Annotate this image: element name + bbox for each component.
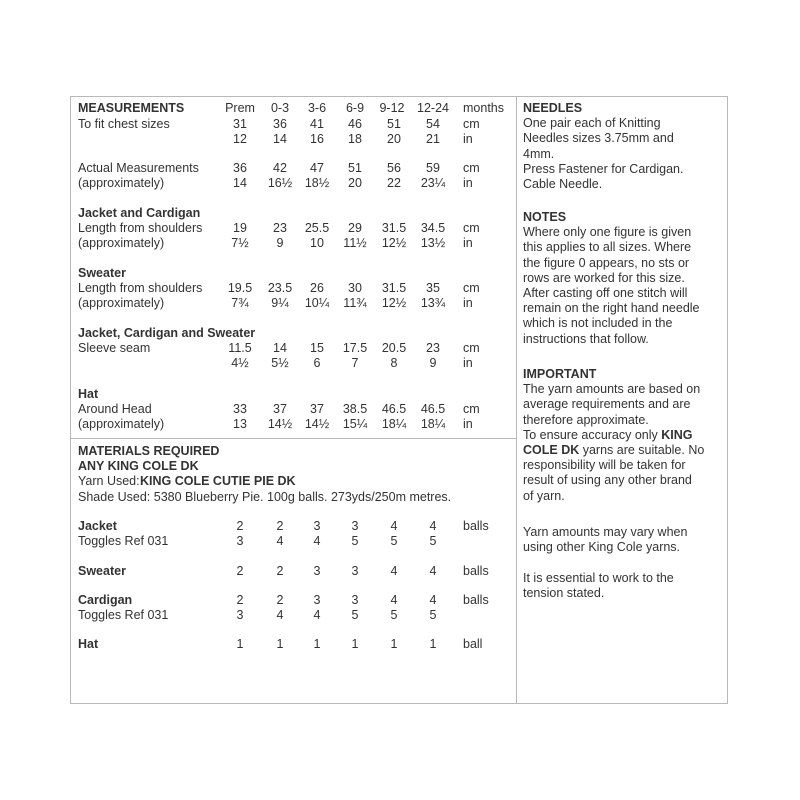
measure-cell: 9: [276, 236, 284, 250]
toggle-count-cell: 4: [276, 608, 284, 622]
quantity-cell: 2: [276, 593, 284, 607]
measure-cell: 19: [233, 221, 247, 235]
measure-cell: 37: [310, 402, 324, 416]
material-label: Jacket: [78, 519, 117, 533]
quantity-cell: 1: [429, 637, 437, 651]
ensure-post: yarns are suitable. No: [579, 443, 705, 458]
materials-title: MATERIALS REQUIRED: [78, 444, 220, 458]
measure-cell: 12½: [381, 236, 407, 250]
text-line: instructions that follow.: [523, 331, 649, 346]
measure-cell: 19.5: [227, 281, 253, 295]
measure-cell: 4½: [231, 356, 249, 370]
needles-lines: [523, 116, 721, 192]
yarn-name: KING COLE CUTIE PIE DK: [140, 474, 296, 488]
text-line: using other King Cole yarns.: [523, 540, 681, 555]
measure-cell: 12: [233, 132, 247, 146]
measure-cell: 46.5: [381, 402, 407, 416]
measure-cell: 20: [387, 132, 401, 146]
quantity-cell: 3: [351, 564, 359, 578]
quantity-cell: 4: [429, 593, 437, 607]
text-line: 4mm.: [523, 146, 555, 161]
unit-label: cm: [463, 221, 480, 235]
row-label: Length from shoulders: [78, 221, 203, 235]
toggle-count-cell: 5: [390, 608, 398, 622]
size-header: Prem: [225, 101, 255, 115]
size-header: 6-9: [345, 101, 365, 115]
toggles-label: Toggles Ref 031: [78, 534, 169, 548]
measure-cell: 33: [233, 402, 247, 416]
measure-cell: 51: [348, 161, 362, 175]
section-heading: Sweater: [78, 266, 126, 280]
text-line: Press Fastener for Cardigan.: [523, 161, 684, 176]
unit-label: cm: [463, 402, 480, 416]
responsibility-lines: [523, 458, 721, 504]
notes-title: NOTES: [523, 210, 567, 224]
yarn-vary-block: [523, 525, 721, 555]
text-line: the figure 0 appears, no sts or: [523, 255, 690, 270]
text-line: Where only one figure is given: [523, 225, 692, 240]
unit-label: in: [463, 296, 473, 310]
measure-cell: 34.5: [420, 221, 446, 235]
quantity-cell: 1: [390, 637, 398, 651]
quantity-cell: 3: [313, 564, 321, 578]
measure-cell: 56: [387, 161, 401, 175]
text-line: Cable Needle.: [523, 177, 603, 192]
text-line: which is not included in the: [523, 316, 673, 331]
measure-cell: 42: [273, 161, 287, 175]
measurements-title: MEASUREMENTS: [78, 101, 185, 115]
quantity-cell: 1: [236, 637, 244, 651]
text-line: rows are worked for this size.: [523, 270, 685, 285]
measure-cell: 11¾: [343, 296, 367, 310]
toggle-count-cell: 5: [351, 608, 359, 622]
text-line: Needles sizes 3.75mm and: [523, 131, 674, 146]
quantity-cell: 3: [351, 519, 359, 533]
quantity-cell: 1: [351, 637, 359, 651]
measure-cell: 9¼: [271, 296, 289, 310]
unit-label: cm: [463, 161, 480, 175]
row-label: (approximately): [78, 417, 165, 431]
measure-cell: 17.5: [342, 341, 368, 355]
measure-cell: 36: [233, 161, 247, 175]
measure-cell: 18¼: [420, 417, 446, 431]
row-label: Actual Measurements: [78, 161, 199, 175]
quantity-cell: 2: [236, 564, 244, 578]
unit-label: in: [463, 417, 473, 431]
quantity-cell: 2: [276, 564, 284, 578]
unit-label: in: [463, 176, 473, 190]
column-divider: [516, 96, 517, 704]
toggle-count-cell: 4: [313, 608, 321, 622]
text-line: After casting off one stitch will: [523, 286, 688, 301]
measure-cell: 14: [233, 176, 247, 190]
measure-cell: 23: [273, 221, 287, 235]
measure-cell: 18: [348, 132, 362, 146]
text-line: tension stated.: [523, 586, 605, 601]
material-label: Hat: [78, 637, 99, 651]
measure-cell: 35: [426, 281, 440, 295]
measure-cell: 31.5: [381, 281, 407, 295]
row-label: (approximately): [78, 176, 165, 190]
size-header: 0-3: [270, 101, 290, 115]
ensure-pre: To ensure accuracy only: [523, 427, 662, 442]
quantity-cell: 4: [390, 519, 398, 533]
unit-label: ball: [463, 637, 483, 651]
size-header: 9-12: [379, 101, 405, 115]
quantity-cell: 2: [236, 519, 244, 533]
measure-cell: 36: [273, 117, 287, 131]
section-heading: Jacket, Cardigan and Sweater: [78, 326, 256, 340]
size-header-months: months: [463, 101, 504, 115]
measure-cell: 59: [426, 161, 440, 175]
text-line: Yarn amounts may vary when: [523, 525, 688, 539]
measure-cell: 13: [233, 417, 247, 431]
quantity-cell: 4: [429, 564, 437, 578]
measure-cell: 13¾: [420, 296, 446, 310]
section-heading: Jacket and Cardigan: [78, 206, 201, 220]
measure-cell: 30: [348, 281, 362, 295]
text-line: remain on the right hand needle: [523, 301, 700, 316]
important-lines: [523, 382, 721, 428]
notes-lines: [523, 225, 721, 347]
row-label: To fit chest sizes: [78, 117, 170, 131]
measure-cell: 14: [273, 341, 287, 355]
text-line: average requirements and are: [523, 397, 691, 412]
text-line: One pair each of Knitting: [523, 116, 661, 131]
row-label: Sleeve seam: [78, 341, 151, 355]
yarn-vary-lines: [523, 525, 721, 555]
unit-label: cm: [463, 281, 480, 295]
material-label: Sweater: [78, 564, 126, 578]
quantity-cell: 3: [313, 593, 321, 607]
quantity-cell: 3: [313, 519, 321, 533]
measure-cell: 37: [273, 402, 287, 416]
important-title: IMPORTANT: [523, 367, 597, 381]
measure-cell: 26: [310, 281, 324, 295]
needles-title: NEEDLES: [523, 101, 583, 115]
unit-label: in: [463, 356, 473, 370]
toggle-count-cell: 5: [429, 534, 437, 548]
size-header: 3-6: [307, 101, 327, 115]
text-line: therefore approximate.: [523, 412, 649, 427]
text-line: result of using any other brand: [523, 473, 692, 488]
materials-subtitle: ANY KING COLE DK: [78, 459, 199, 473]
measure-cell: 31: [233, 117, 247, 131]
measure-cell: 7½: [231, 236, 249, 250]
measure-cell: 16½: [267, 176, 293, 190]
measure-cell: 14: [273, 132, 287, 146]
unit-label: in: [463, 132, 473, 146]
quantity-cell: 1: [276, 637, 284, 651]
measure-cell: 20: [348, 176, 362, 190]
quantity-cell: 4: [390, 564, 398, 578]
row-label: (approximately): [78, 296, 165, 310]
measure-cell: 8: [390, 356, 398, 370]
important-block: [523, 367, 721, 504]
section-divider: [70, 438, 517, 439]
unit-label: cm: [463, 341, 480, 355]
measure-cell: 14½: [267, 417, 293, 431]
measure-cell: 11½: [343, 236, 367, 250]
measure-cell: 6: [313, 356, 321, 370]
measure-cell: 15: [310, 341, 324, 355]
ensure-line-2: [523, 443, 721, 458]
toggles-label: Toggles Ref 031: [78, 608, 169, 622]
unit-label: in: [463, 236, 473, 250]
measure-cell: 10¼: [304, 296, 330, 310]
measure-cell: 25.5: [304, 221, 330, 235]
yarn-prefix: Yarn Used:: [78, 474, 140, 488]
toggle-count-cell: 3: [236, 534, 244, 548]
text-line: It is essential to work to the: [523, 571, 674, 585]
section-heading: Hat: [78, 387, 99, 401]
unit-label: cm: [463, 117, 480, 131]
measure-cell: 18½: [304, 176, 330, 190]
measure-cell: 16: [310, 132, 324, 146]
measure-cell: 11.5: [228, 341, 252, 355]
measure-cell: 41: [310, 117, 324, 131]
quantity-cell: 2: [236, 593, 244, 607]
toggle-count-cell: 4: [276, 534, 284, 548]
toggle-count-cell: 4: [313, 534, 321, 548]
measure-cell: 15¼: [342, 417, 368, 431]
measure-cell: 46.5: [420, 402, 446, 416]
ensure-brand-1: KING: [661, 427, 693, 442]
measure-cell: 22: [387, 176, 401, 190]
measure-cell: 10: [310, 236, 324, 250]
quantity-cell: 1: [313, 637, 321, 651]
row-label: (approximately): [78, 236, 165, 250]
tension-block: [523, 571, 721, 601]
shade-line: Shade Used: 5380 Blueberry Pie. 100g balls. 273yds/250m metres.: [78, 490, 452, 504]
toggle-count-cell: 5: [429, 608, 437, 622]
quantity-cell: 3: [351, 593, 359, 607]
row-label: Around Head: [78, 402, 152, 416]
measure-cell: 13½: [420, 236, 446, 250]
measure-cell: 9: [429, 356, 437, 370]
text-line: responsibility will be taken for: [523, 458, 686, 473]
ensure-line-1: [523, 428, 721, 443]
text-line: The yarn amounts are based on: [523, 382, 701, 397]
unit-label: balls: [463, 593, 489, 607]
measure-cell: 54: [426, 117, 440, 131]
measure-cell: 47: [310, 161, 324, 175]
measure-cell: 7¾: [231, 296, 249, 310]
unit-label: balls: [463, 519, 489, 533]
unit-label: balls: [463, 564, 489, 578]
ensure-brand-2: COLE DK: [523, 443, 580, 458]
measure-cell: 38.5: [342, 402, 368, 416]
measure-cell: 7: [351, 356, 359, 370]
toggle-count-cell: 5: [390, 534, 398, 548]
text-line: of yarn.: [523, 488, 565, 503]
measure-cell: 21: [426, 132, 440, 146]
quantity-cell: 4: [429, 519, 437, 533]
measure-cell: 46: [348, 117, 362, 131]
measure-cell: 18¼: [381, 417, 407, 431]
size-header: 12-24: [417, 101, 449, 115]
measure-cell: 23.5: [267, 281, 293, 295]
quantity-cell: 2: [276, 519, 284, 533]
needles-block: [523, 101, 721, 192]
toggle-count-cell: 5: [351, 534, 359, 548]
measure-cell: 12½: [381, 296, 407, 310]
measure-cell: 20.5: [381, 341, 407, 355]
measure-cell: 23: [426, 341, 440, 355]
measure-cell: 31.5: [381, 221, 407, 235]
toggle-count-cell: 3: [236, 608, 244, 622]
measure-cell: 14½: [304, 417, 330, 431]
row-label: Length from shoulders: [78, 281, 203, 295]
measure-cell: 29: [348, 221, 362, 235]
quantity-cell: 4: [390, 593, 398, 607]
material-label: Cardigan: [78, 593, 133, 607]
notes-block: [523, 210, 721, 347]
text-line: this applies to all sizes. Where: [523, 240, 692, 255]
tension-lines: [523, 571, 721, 601]
measure-cell: 23¼: [420, 176, 446, 190]
measure-cell: 5½: [271, 356, 289, 370]
measure-cell: 51: [387, 117, 401, 131]
